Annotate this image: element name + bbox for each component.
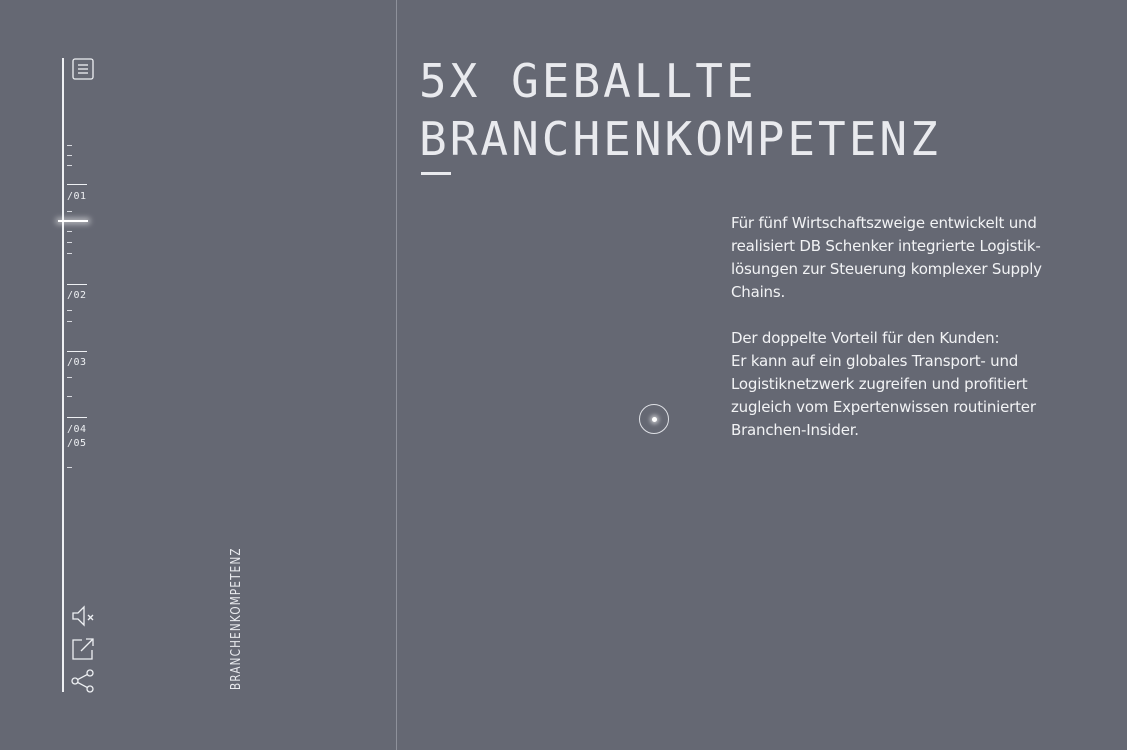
text-line: realisiert DB Schenker integrierte Logistik-: [731, 237, 1041, 255]
timeline-tick: [67, 211, 72, 212]
timeline-tick: [67, 310, 72, 311]
timeline-track[interactable]: [62, 58, 64, 692]
timeline-section-04[interactable]: /04: [67, 424, 87, 435]
timeline-section-01[interactable]: /01: [67, 191, 87, 202]
timeline-tick: [67, 231, 72, 232]
headline-underline: [421, 172, 451, 175]
text-line: Branchen-Insider.: [731, 421, 859, 439]
timeline-tick: [67, 253, 72, 254]
section-vertical-title: BRANCHENKOMPETENZ: [229, 547, 244, 690]
timeline-tick: [67, 321, 72, 322]
timeline-tick: [67, 467, 72, 468]
text-line: Chains.: [731, 283, 786, 301]
timeline-tick: [67, 145, 72, 146]
external-link-icon[interactable]: [70, 636, 96, 662]
menu-icon[interactable]: [70, 56, 96, 82]
intro-paragraph-1: [731, 212, 1071, 304]
content-panel: [397, 0, 1127, 750]
text-line: Der doppelte Vorteil für den Kunden:: [731, 329, 1000, 347]
share-icon[interactable]: [70, 668, 96, 694]
text-line: zugleich vom Expertenwissen routinierter: [731, 398, 1036, 416]
timeline-tick: [67, 396, 72, 397]
intro-text: [731, 212, 1071, 465]
timeline-tick: [67, 165, 72, 166]
section-marker: [67, 351, 87, 352]
timeline-section-03[interactable]: /03: [67, 357, 87, 368]
page-headline: [419, 52, 941, 168]
section-marker: [67, 417, 87, 418]
headline-line-1: 5X GEBALLTE: [419, 54, 757, 108]
text-line: Für fünf Wirtschaftszweige entwickelt und: [731, 214, 1037, 232]
mute-icon[interactable]: [70, 603, 96, 629]
timeline-tick: [67, 242, 72, 243]
text-line: Er kann auf ein globales Transport- und: [731, 352, 1019, 370]
intro-paragraph-2: [731, 327, 1071, 442]
timeline-section-05[interactable]: /05: [67, 438, 87, 449]
hotspot-target-icon[interactable]: [639, 404, 669, 434]
text-line: Logistiknetzwerk zugreifen und profitiert: [731, 375, 1028, 393]
sidebar-navigation: [0, 0, 396, 750]
timeline-tick: [67, 377, 72, 378]
timeline-position-indicator[interactable]: [58, 220, 88, 222]
headline-line-2: BRANCHENKOMPETENZ: [419, 112, 941, 166]
text-line: lösungen zur Steuerung komplexer Supply: [731, 260, 1042, 278]
timeline-section-02[interactable]: /02: [67, 290, 87, 301]
timeline-tick: [67, 155, 72, 156]
section-marker: [67, 184, 87, 185]
section-marker: [67, 284, 87, 285]
